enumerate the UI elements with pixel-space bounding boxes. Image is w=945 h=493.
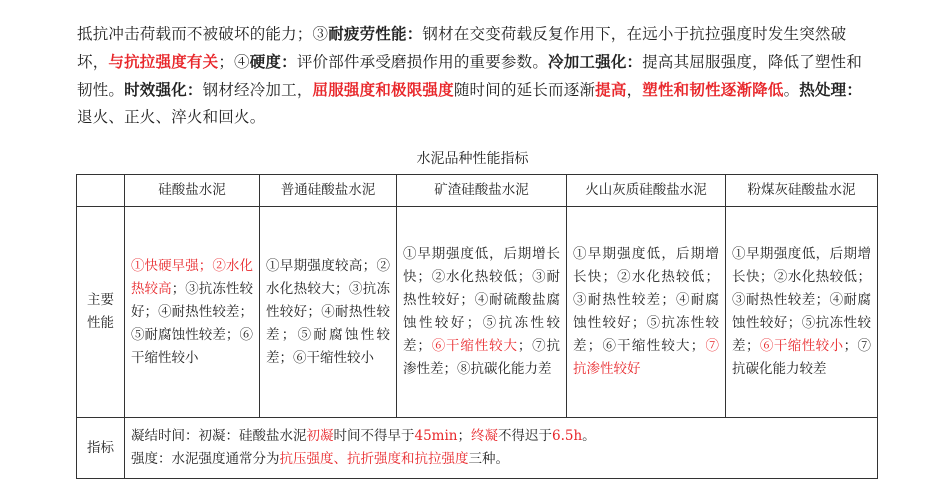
- highlight-text: 初凝: [306, 428, 334, 444]
- header-cell-empty: [77, 175, 125, 207]
- row-label-indicators: 指标: [77, 418, 125, 479]
- cell-text: 不得迟于: [498, 428, 552, 444]
- indicators-cell: [125, 418, 878, 479]
- row-label-line: 性能: [87, 315, 114, 331]
- strength-line: [131, 448, 871, 471]
- table-cell: [260, 207, 397, 418]
- highlight-text: 塑性和韧性逐渐降低: [642, 80, 784, 99]
- cement-properties-table: [76, 174, 878, 479]
- table-header-row: [77, 175, 878, 207]
- row-label-main: [77, 207, 125, 418]
- header-cell: 硅酸盐水泥: [125, 175, 260, 207]
- header-cell: 火山灰质硅酸盐水泥: [567, 175, 726, 207]
- term-aging: 时效强化：: [124, 80, 203, 99]
- term-hardness: 硬度：: [249, 52, 297, 71]
- header-cell: 普通硅酸盐水泥: [260, 175, 397, 207]
- table-caption: 水泥品种性能指标: [416, 151, 529, 167]
- highlight-text: ⑥干缩性较小: [759, 338, 844, 354]
- text-run: 随时间的延长而逐渐: [453, 81, 596, 99]
- cell-text: ；⑦抗渗性差；⑧抗碳化能力差: [403, 338, 561, 377]
- table-cell: [567, 207, 726, 418]
- header-cell: 矿渣硅酸盐水泥: [397, 175, 567, 207]
- text-run: ；④: [218, 53, 250, 71]
- row-label-line: 主要: [87, 292, 114, 308]
- cell-text: 凝结时间：初凝：硅酸盐水泥: [131, 428, 307, 444]
- highlight-text: ⑦抗渗性较好: [573, 338, 720, 377]
- cell-text: 三种。: [468, 451, 509, 467]
- cell-text: 强度：水泥强度通常分为: [131, 451, 280, 467]
- highlight-text: 6.5h: [552, 428, 583, 444]
- cell-text: ①早期强度低，后期增长快；②水化热较低；③耐热性较差；④耐腐蚀性较好；⑤抗冻性较差；: [732, 246, 871, 354]
- term-cold-work: 冷加工强化：: [548, 52, 643, 71]
- table-row-main-properties: [77, 207, 878, 418]
- highlight-text: 终凝: [471, 428, 498, 444]
- text-run: ，: [626, 81, 643, 99]
- table-cell: [726, 207, 878, 418]
- highlight-text: ⑥干缩性较大: [430, 338, 518, 354]
- text-run: 评价部件承受磨损作用的重要参数。: [296, 53, 549, 71]
- cell-text: 。: [582, 428, 596, 444]
- table-row-indicators: [77, 418, 878, 479]
- setting-time-line: [131, 425, 871, 448]
- cell-text: ；③抗冻性较好；④耐热性较差；⑤耐腐蚀性较差；⑥干缩性较小: [131, 280, 253, 366]
- header-cell: 粉煤灰硅酸盐水泥: [726, 175, 878, 207]
- cell-text: 时间不得早于: [333, 428, 415, 444]
- body-paragraph: [77, 20, 877, 131]
- highlight-text: 抗压强度、抗折强度和抗拉强度: [279, 451, 469, 467]
- cell-text: ；: [457, 428, 471, 444]
- cell-text: ①早期强度低，后期增长快；②水化热较低；③耐热性较差；④耐腐蚀性较好；⑤抗冻性较差；⑥干缩性较大；: [573, 246, 719, 354]
- highlight-text: 与抗拉强度有关: [108, 52, 219, 71]
- cell-text: ①早期强度较高；②水化热较大；③抗冻性较好；④耐热性较差；⑤耐腐蚀性较差；⑥干缩性较小: [266, 257, 390, 366]
- highlight-text: ①快硬早强；②水化热较高: [131, 257, 253, 297]
- text-run: 退火、正火、淬火和回火。: [77, 108, 266, 126]
- highlight-text: 提高: [595, 80, 627, 99]
- text-run: 钢材经冷加工，: [202, 81, 313, 99]
- term-fatigue: 耐疲劳性能：: [328, 24, 423, 43]
- cell-text: ①早期强度低，后期增长快；②水化热较低；③耐热性较好；④耐硫酸盐腐蚀性较好；⑤抗冻性较差；: [403, 246, 560, 354]
- text-run: 抵抗冲击荷载而不被破坏的能力；③: [77, 25, 329, 43]
- cell-text: ；⑦抗碳化能力较差: [732, 338, 872, 377]
- table-cell: [397, 207, 567, 418]
- table-cell: [125, 207, 260, 418]
- highlight-text: 45min: [414, 428, 458, 444]
- text-run: 提高其屈服强度，降低了塑性和韧性。: [77, 53, 863, 99]
- text-run: 钢材在交变荷载反复作用下，在远小于抗拉强度时发生突然破坏，: [77, 25, 847, 71]
- text-run: 。: [783, 81, 800, 99]
- highlight-text: 屈服强度和极限强度: [312, 80, 454, 99]
- term-heat-treatment: 热处理：: [799, 80, 863, 99]
